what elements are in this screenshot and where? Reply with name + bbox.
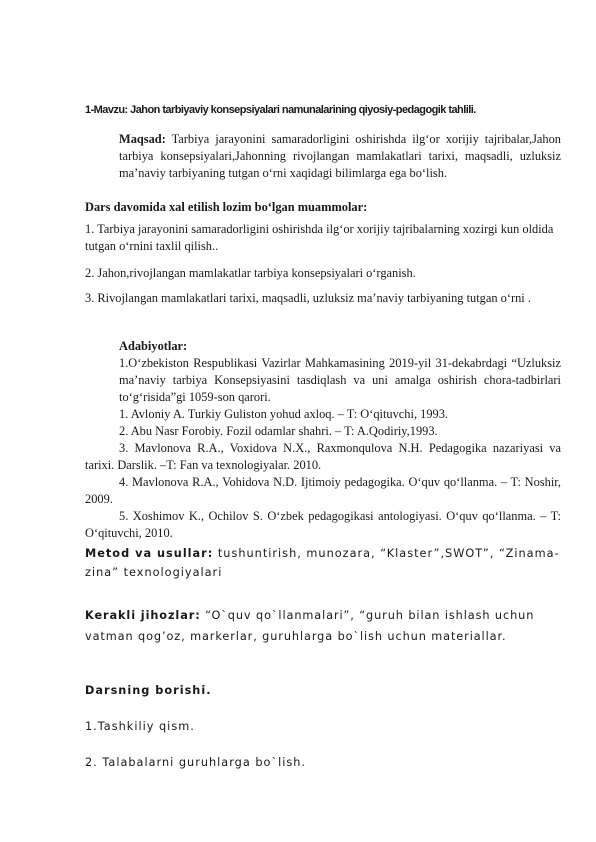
methods-section: [85, 544, 561, 582]
equipment-label: Kerakli jihozlar:: [85, 609, 201, 622]
methods-label: Metod va usullar:: [85, 547, 214, 560]
lesson-progress-heading: Darsning borishi.: [85, 684, 212, 697]
reference-item: 2. Abu Nasr Forobiy. Fozil odamlar shahri. – T: A.Qodiriy,1993.: [119, 424, 438, 438]
methods-text: tushuntirish, munozara, “Klaster”,SWOT”, “Zinama-zina” texnologiyalari: [85, 547, 560, 579]
step-item: 1.Tashkiliy qism.: [85, 720, 195, 733]
problem-item-1: 1. Tarbiya jarayonini samaradorligini oshirishda ilg‘or xorijiy tajribalarning xozirgi kun oldida tutgan o‘rnini taxlil qilish..: [85, 222, 554, 253]
reference-item: 5. Xoshimov K., Ochilov S. O‘zbek pedagogikasi antologiyasi. O‘quv qo‘llanma. – T: O‘qituvchi, 2010.: [85, 509, 561, 540]
equipment-text: “O`quv qo`llanmalari”, “guruh bilan ishlash uchun vatman qog’oz, markerlar, guruhlarga bo`lish uchun materiallar.: [85, 609, 535, 643]
reference-item: 1. Avloniy A. Turkiy Guliston yohud axloq. – T: O‘qituvchi, 1993.: [119, 407, 449, 421]
problem-item-3: 3. Rivojlangan mamlakatlari tarixi, maqsadli, uzluksiz ma’naviy tarbiyaning tutgan o‘rni .: [85, 291, 531, 305]
problem-item-2: 2. Jahon,rivojlangan mamlakatlar tarbiya konsepsiyalari o‘rganish.: [85, 266, 416, 280]
reference-item: 1.O‘zbekiston Respublikasi Vazirlar Mahkamasining 2019-yil 31-dekabrdagi “Uzluksiz ma’naviy tarbiya Konsepsiyasini tasdiqlash va uni amalga oshirish chora-tadbirlari to‘g‘risida”gi 1059-son qarori.: [119, 356, 561, 404]
reference-item: 3. Mavlonova R.A., Voxidova N.X., Raxmonqulova N.H. Pedagogika nazariyasi va tarixi. Darslik. –T: Fan va texnologiyalar. 2010.: [85, 441, 561, 472]
problems-heading: Dars davomida xal etilish lozim bo‘lgan muammolar:: [85, 200, 368, 214]
goal-text: Tarbiya jarayonini samaradorligini oshirishda ilg‘or xorijiy tajribalar,Jahon tarbiya konsepsiyalari,Jahonning rivojlangan mamlakatlari tarixi, maqsadli, uzluksiz ma’naviy tarbiyaning tutgan o‘rni xaqidagi bilimlarga ega bo‘lish.: [119, 132, 561, 180]
references-heading: Adabiyotlar:: [119, 339, 188, 353]
reference-item: 4. Mavlonova R.A., Vohidova N.D. Ijtimoiy pedagogika. O‘quv qo‘llanma. – T: Noshir, 2009.: [85, 475, 561, 506]
goal-section: [119, 131, 561, 182]
page-title: 1-Mavzu: Jahon tarbiyaviy konsepsiyalari namunalarining qiyosiy-pedagogik tahlili.: [85, 104, 476, 116]
step-item: 2. Talabalarni guruhlarga bo`lish.: [85, 756, 307, 769]
goal-label: Maqsad:: [119, 132, 166, 146]
equipment-section: [85, 605, 561, 647]
